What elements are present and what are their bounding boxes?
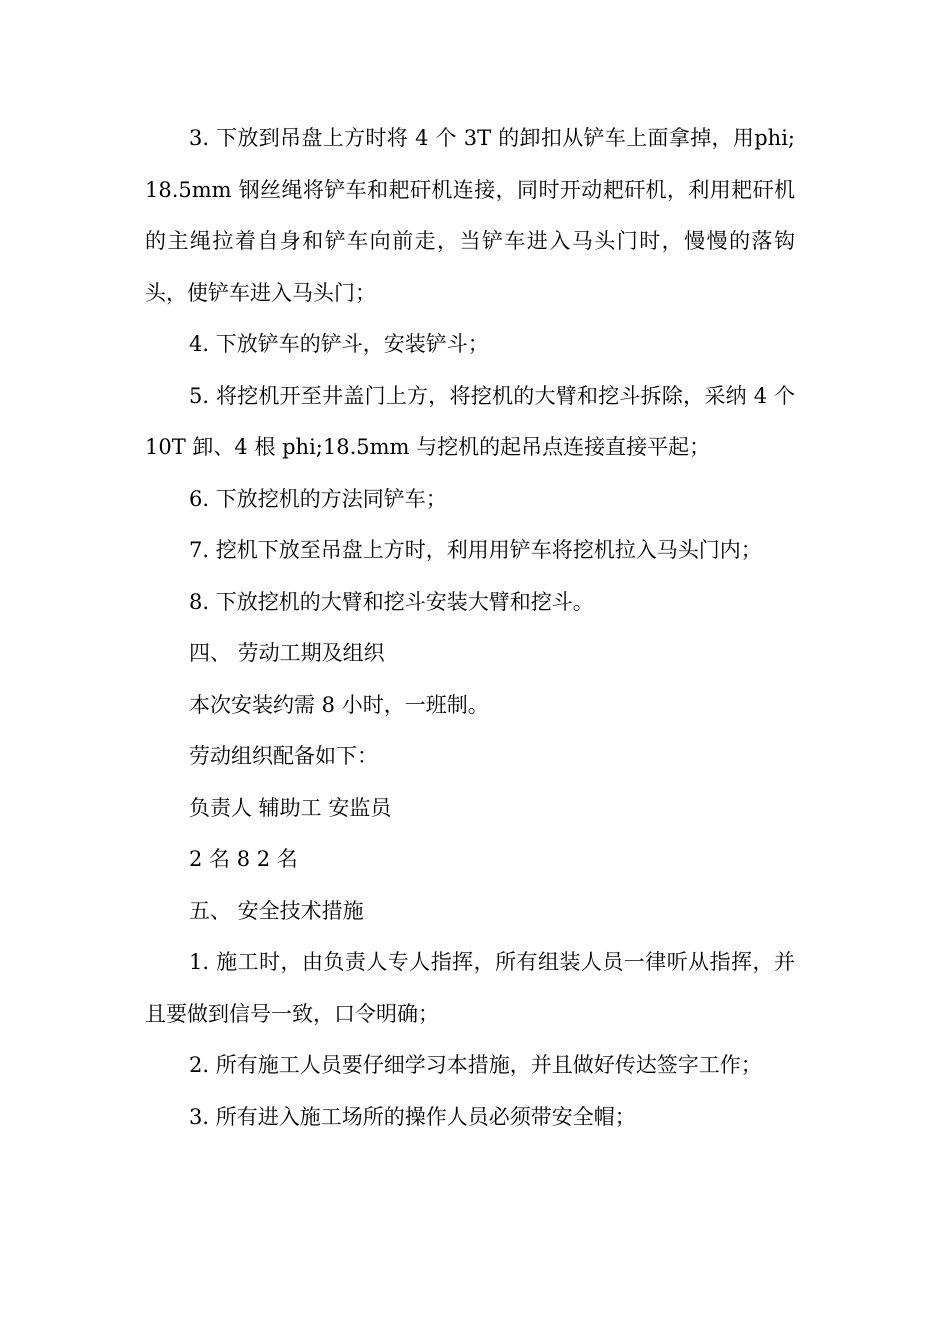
paragraph-step-8: 8. 下放挖机的大臂和挖斗安装大臂和挖斗。 bbox=[189, 589, 594, 614]
document-body bbox=[145, 113, 795, 1143]
labor-roles-line: 负责人 辅助工 安监员 bbox=[189, 795, 392, 820]
paragraph-step-6: 6. 下放挖机的方法同铲车； bbox=[189, 486, 447, 511]
paragraph-step-5: 5. 将挖机开至井盖门上方，将挖机的大臂和挖斗拆除，采纳 4 个 10T 卸、4 根 phi;18.5mm 与挖机的起吊点连接直接平起； bbox=[145, 383, 795, 459]
paragraph-duration: 本次安装约需 8 小时，一班制。 bbox=[189, 692, 489, 717]
paragraph-step-3: 3. 下放到吊盘上方时将 4 个 3T 的卸扣从铲车上面拿掉，用phi;18.5mm 钢丝绳将铲车和耙矸机连接，同时开动耙矸机，利用耙矸机的主绳拉着自身和铲车向前走，当铲车进入马头门时，慢慢的落钩头，使铲车进入马头门； bbox=[145, 126, 795, 305]
labor-counts-line: 2 名 8 2 名 bbox=[189, 847, 298, 871]
section-heading-labor: 四、 劳动工期及组织 bbox=[189, 641, 385, 665]
paragraph-step-4: 4. 下放铲车的铲斗，安装铲斗； bbox=[189, 332, 489, 356]
paragraph-labor-intro: 劳动组织配备如下： bbox=[189, 744, 378, 768]
paragraph-safety-2: 2. 所有施工人员要仔细学习本措施，并且做好传达签字工作； bbox=[189, 1053, 762, 1077]
paragraph-step-7: 7. 挖机下放至吊盘上方时，利用用铲车将挖机拉入马头门内； bbox=[189, 538, 762, 562]
section-heading-safety: 五、 安全技术措施 bbox=[189, 898, 364, 923]
paragraph-safety-3: 3. 所有进入施工场所的操作人员必须带安全帽； bbox=[189, 1104, 636, 1129]
paragraph-safety-1: 1. 施工时，由负责人专人指挥，所有组装人员一律听从指挥，并且要做到信号一致，口令明确； bbox=[145, 950, 795, 1026]
